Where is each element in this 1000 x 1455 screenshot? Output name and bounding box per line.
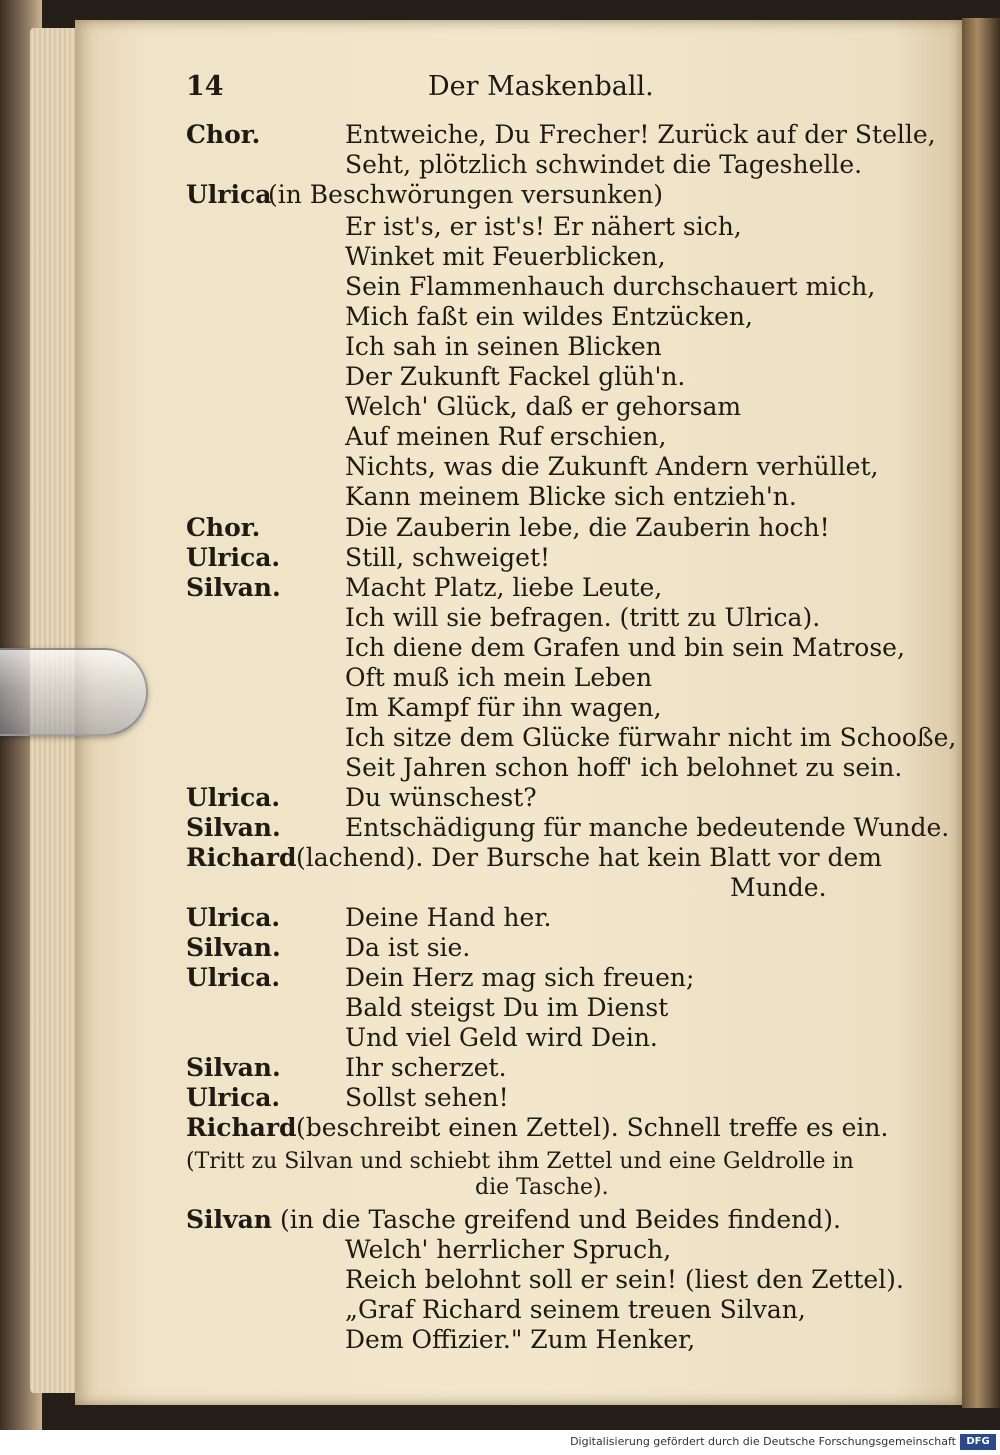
dialogue-line: (Tritt zu Silvan und schiebt ihm Zettel und eine Geldrolle in [186,1149,854,1174]
dialogue-line: Reich belohnt soll er sein! (liest den Zettel). [345,1265,904,1294]
dialogue-line: Ich sah in seinen Blicken [345,332,662,361]
dialogue-line: Deine Hand her. [345,903,552,932]
dialogue-line: Im Kampf für ihn wagen, [345,693,662,722]
speaker-name: Ulrica. [186,903,281,932]
dialogue-line: Dein Herz mag sich freuen; [345,963,695,992]
dialogue-line: Seit Jahren schon hoff' ich belohnet zu sein. [345,753,903,782]
page-title: Der Maskenball. [428,71,654,102]
dialogue-line: Sein Flammenhauch durchschauert mich, [345,272,876,301]
speaker-name: Silvan. [186,933,281,962]
dialogue-line: Macht Platz, liebe Leute, [345,573,663,602]
speaker-name: Richard [186,843,297,872]
page-number: 14 [186,71,224,102]
speaker-name: Ulrica. [186,1083,281,1112]
speaker-name: Silvan. [186,813,281,842]
speaker-name: Chor. [186,513,261,542]
dialogue-line: Entweiche, Du Frecher! Zurück auf der Stelle, [345,120,936,149]
speaker-name: Ulrica. [186,783,281,812]
dialogue-line: Welch' Glück, daß er gehorsam [345,392,742,421]
dialogue-line: Dem Offizier." Zum Henker, [345,1325,696,1354]
dialogue-line: Mich faßt ein wildes Entzücken, [345,302,753,331]
speaker-name: Silvan. [186,573,281,602]
dialogue-line: (lachend). Der Bursche hat kein Blatt vor dem [296,843,883,872]
dialogue-line: Die Zauberin lebe, die Zauberin hoch! [345,513,830,542]
speaker-name: Richard [186,1113,297,1142]
dialogue-line: Oft muß ich mein Leben [345,663,653,692]
speaker-name: Silvan. [186,1053,281,1082]
speaker-name: Ulrica. [186,543,281,572]
dfg-logo-icon: DFG [960,1434,996,1450]
dialogue-line: Seht, plötzlich schwindet die Tageshelle. [345,150,863,179]
speaker-name: Ulrica [186,180,272,209]
dialogue-line: Sollst sehen! [345,1083,509,1112]
dialogue-line: Munde. [730,873,827,902]
dialogue-line: Kann meinem Blicke sich entzieh'n. [345,482,797,511]
dialogue-line: Still, schweiget! [345,543,551,572]
dialogue-line: Ihr scherzet. [345,1053,507,1082]
dialogue-line: „Graf Richard seinem treuen Silvan, [345,1295,806,1324]
dialogue-line: Er ist's, er ist's! Er nähert sich, [345,212,742,241]
dialogue-line: Auf meinen Ruf erschien, [345,422,667,451]
dialogue-line: Nichts, was die Zukunft Andern verhüllet, [345,452,879,481]
dialogue-line: Welch' herrlicher Spruch, [345,1235,672,1264]
dialogue-line: Ich will sie befragen. (tritt zu Ulrica). [345,603,821,632]
dialogue-line: Ich sitze dem Glücke fürwahr nicht im Schooße, [345,723,957,752]
dialogue-line: die Tasche). [475,1175,609,1200]
dialogue-line: Da ist sie. [345,933,471,962]
dialogue-line: Der Zukunft Fackel glüh'n. [345,362,686,391]
footer-bar [0,1430,1000,1455]
dialogue-line: (in die Tasche greifend und Beides findend). [280,1205,841,1234]
dialogue-line: Bald steigst Du im Dienst [345,993,669,1022]
dialogue-line: Entschädigung für manche bedeutende Wunde. [345,813,950,842]
dialogue-line: Ich diene dem Grafen und bin sein Matrose, [345,633,905,662]
dialogue-line: (in Beschwörungen versunken) [268,180,664,209]
dialogue-line: (beschreibt einen Zettel). Schnell treffe es ein. [296,1113,889,1142]
speaker-name: Chor. [186,120,261,149]
dialogue-line: Du wünschest? [345,783,537,812]
dialogue-line: Und viel Geld wird Dein. [345,1023,658,1052]
speaker-name: Ulrica. [186,963,281,992]
speaker-name: Silvan [186,1205,272,1234]
dialogue-line: Winket mit Feuerblicken, [345,242,666,271]
footer-credit: Digitalisierung gefördert durch die Deutsche Forschungsgemeinschaft [570,1435,956,1448]
